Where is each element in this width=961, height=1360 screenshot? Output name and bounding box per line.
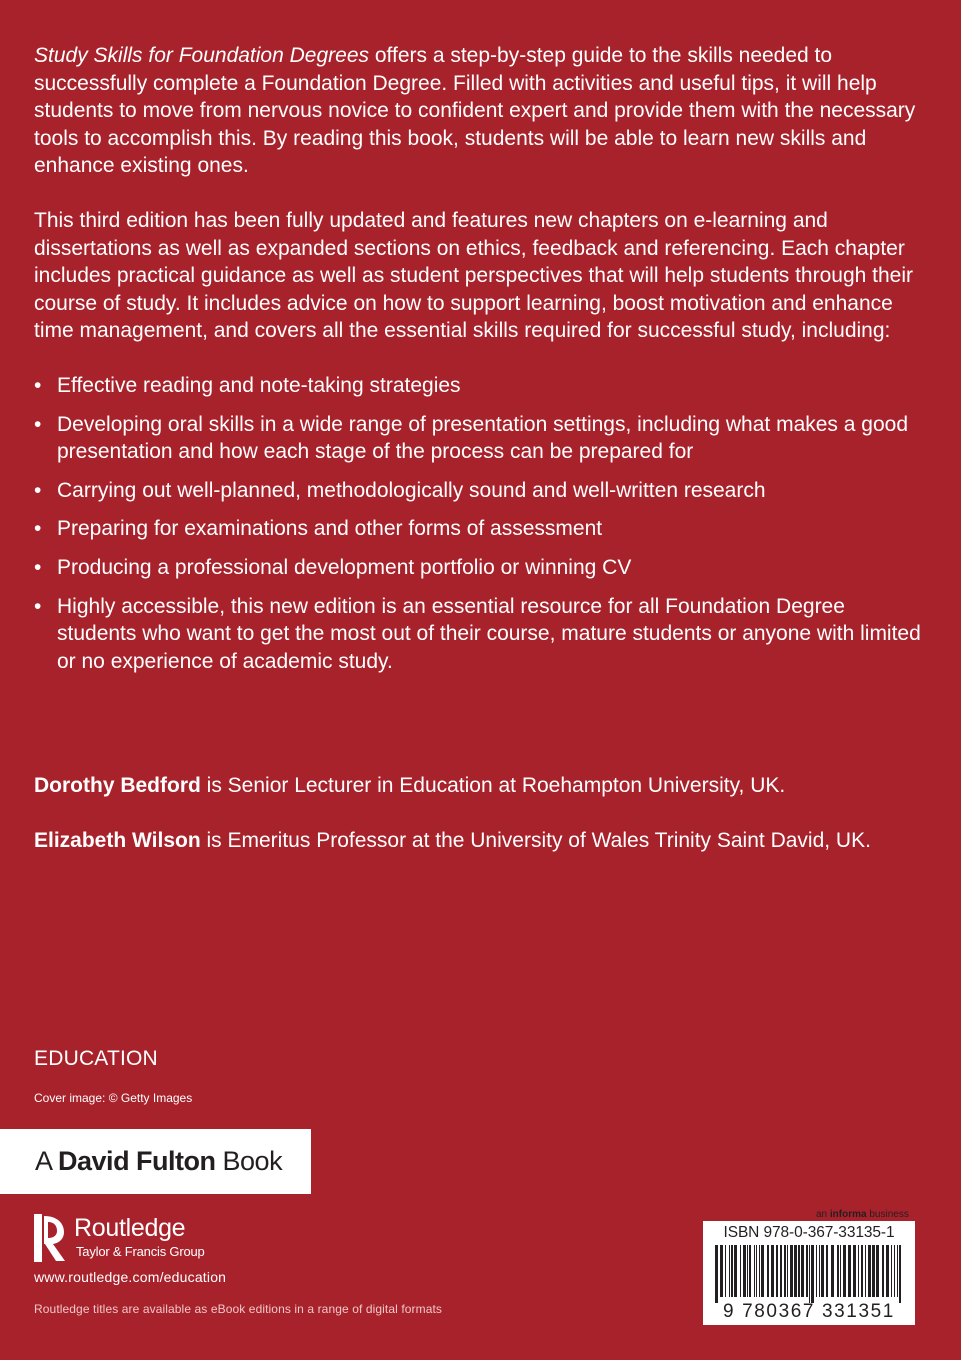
- edition-paragraph: This third edition has been fully updated and features new chapters on e-learning and dissertations as well as expanded sections on ethics, feedback and referencing. Each chapter includes practical guidance as well as student perspectives that will help students through their course of study. It includes advice on how to support learning, boost motivation and enhance time management, and covers all the essential skills required for successful study, including:: [34, 208, 913, 343]
- barcode-icon: [713, 1245, 905, 1303]
- barcode-bar: [731, 1245, 733, 1297]
- barcode-bar: [759, 1245, 760, 1297]
- barcode-bar: [754, 1245, 755, 1297]
- routledge-logo: [34, 1210, 214, 1265]
- barcode-bar: [771, 1245, 774, 1297]
- barcode-bar: [899, 1245, 901, 1303]
- barcode-bar: [858, 1245, 859, 1297]
- informa-post: business: [866, 1209, 909, 1220]
- barcode-bar: [798, 1245, 800, 1297]
- barcode-bar: [872, 1245, 875, 1297]
- list-item: • Highly accessible, this new edition is an essential resource for all Foundation Degree students who want to get the most out of their course, mature students or anyone with limited or no experience of academic study.: [34, 593, 924, 676]
- imprint-prefix: A: [35, 1146, 59, 1176]
- imprint-logo: [35, 1146, 282, 1177]
- cover-credit: Cover image: © Getty Images: [34, 1091, 193, 1105]
- barcode-bar: [876, 1245, 879, 1297]
- barcode-bar: [816, 1245, 817, 1297]
- barcode-bar: [725, 1245, 726, 1297]
- barcode-bar: [861, 1245, 863, 1297]
- barcode-bar: [831, 1245, 834, 1297]
- barcode-bar: [734, 1245, 737, 1297]
- blurb: [34, 42, 924, 686]
- barcode-bar: [848, 1245, 851, 1297]
- barcode-bar: [811, 1245, 814, 1303]
- list-item: • Carrying out well-planned, methodologically sound and well-written research: [34, 477, 924, 505]
- publisher-name: Routledge: [74, 1214, 186, 1242]
- barcode-bar: [784, 1245, 786, 1297]
- barcode-bar: [821, 1245, 824, 1297]
- intro-text: offers a step-by-step guide to the skills needed to successfully complete a Foundation Degree. Filled with activities and useful tips, it will help students to move from nervous novice to confident expert and provide them with the necessary tools to accomplish this. By reading this book, students will be able to learn new skills and enhance existing ones.: [34, 44, 916, 178]
- author-description: is Emeritus Professor at the University of Wales Trinity Saint David, UK.: [200, 829, 871, 852]
- list-item: • Effective reading and note-taking strategies: [34, 372, 924, 400]
- list-item: • Producing a professional development portfolio or winning CV: [34, 554, 924, 582]
- imprint-panel: [0, 1129, 311, 1194]
- barcode-bar: [794, 1245, 797, 1297]
- imprint-name: David Fulton: [58, 1146, 216, 1176]
- barcode-bar: [749, 1245, 751, 1297]
- author-description: is Senior Lecturer in Education at Roehampton University, UK.: [200, 774, 786, 797]
- barcode-bar: [756, 1245, 757, 1297]
- ebook-note: Routledge titles are available as eBook editions in a range of digital formats: [34, 1302, 443, 1316]
- barcode-bar: [819, 1245, 820, 1297]
- barcode-bar: [837, 1245, 839, 1297]
- barcode-bar: [767, 1245, 769, 1297]
- barcode-bar: [894, 1245, 895, 1297]
- barcode-bar: [787, 1245, 788, 1297]
- barcode-bar: [853, 1245, 856, 1297]
- barcode-bar: [809, 1245, 810, 1303]
- list-item: • Preparing for examinations and other forms of assessment: [34, 515, 924, 543]
- barcode-panel: [703, 1221, 915, 1325]
- informa-tagline: [816, 1209, 909, 1220]
- barcode-bar: [801, 1245, 804, 1297]
- barcode-bar: [897, 1245, 898, 1297]
- intro-paragraph: [34, 42, 924, 180]
- barcode-bar: [891, 1245, 892, 1297]
- barcode-bar: [806, 1245, 808, 1297]
- author-bio-wilson: [34, 827, 934, 854]
- publisher-group: Taylor & Francis Group: [76, 1244, 205, 1259]
- book-title: Study Skills for Foundation Degrees: [34, 44, 370, 67]
- barcode-bar: [790, 1245, 793, 1297]
- barcode-bar: [747, 1245, 748, 1297]
- barcode-bar: [868, 1245, 871, 1297]
- author-bio-bedford: [34, 772, 934, 799]
- barcode-bar: [776, 1245, 778, 1297]
- barcode-bar: [882, 1245, 884, 1297]
- barcode-bar: [720, 1245, 723, 1297]
- imprint-suffix: Book: [215, 1146, 283, 1176]
- informa-pre: an: [816, 1209, 830, 1220]
- barcode-bar: [865, 1245, 866, 1297]
- barcode-bar: [743, 1245, 746, 1297]
- routledge-mark-icon: [34, 1214, 66, 1262]
- author-name: Dorothy Bedford: [34, 774, 201, 797]
- barcode-digits: 9 780367 331351: [723, 1301, 895, 1322]
- barcode-bar: [843, 1245, 846, 1297]
- author-name: Elizabeth Wilson: [34, 829, 201, 852]
- skills-list: [34, 372, 924, 675]
- subject-category: EDUCATION: [34, 1047, 158, 1070]
- publisher-url[interactable]: www.routledge.com/education: [34, 1269, 227, 1285]
- list-item: • Developing oral skills in a wide range of presentation settings, including what makes a good presentation and how each stage of the process can be prepared for: [34, 411, 924, 466]
- isbn-label: ISBN 978-0-367-33135-1: [723, 1224, 895, 1241]
- barcode-bar: [740, 1245, 741, 1297]
- barcode-bar: [886, 1245, 889, 1297]
- barcode-bar: [729, 1245, 730, 1297]
- barcode-bar: [761, 1245, 764, 1297]
- barcode-bar: [840, 1245, 841, 1297]
- barcode-bar: [780, 1245, 782, 1297]
- barcode-bar: [715, 1245, 718, 1303]
- informa-brand: informa: [829, 1209, 867, 1220]
- barcode-bar: [826, 1245, 828, 1297]
